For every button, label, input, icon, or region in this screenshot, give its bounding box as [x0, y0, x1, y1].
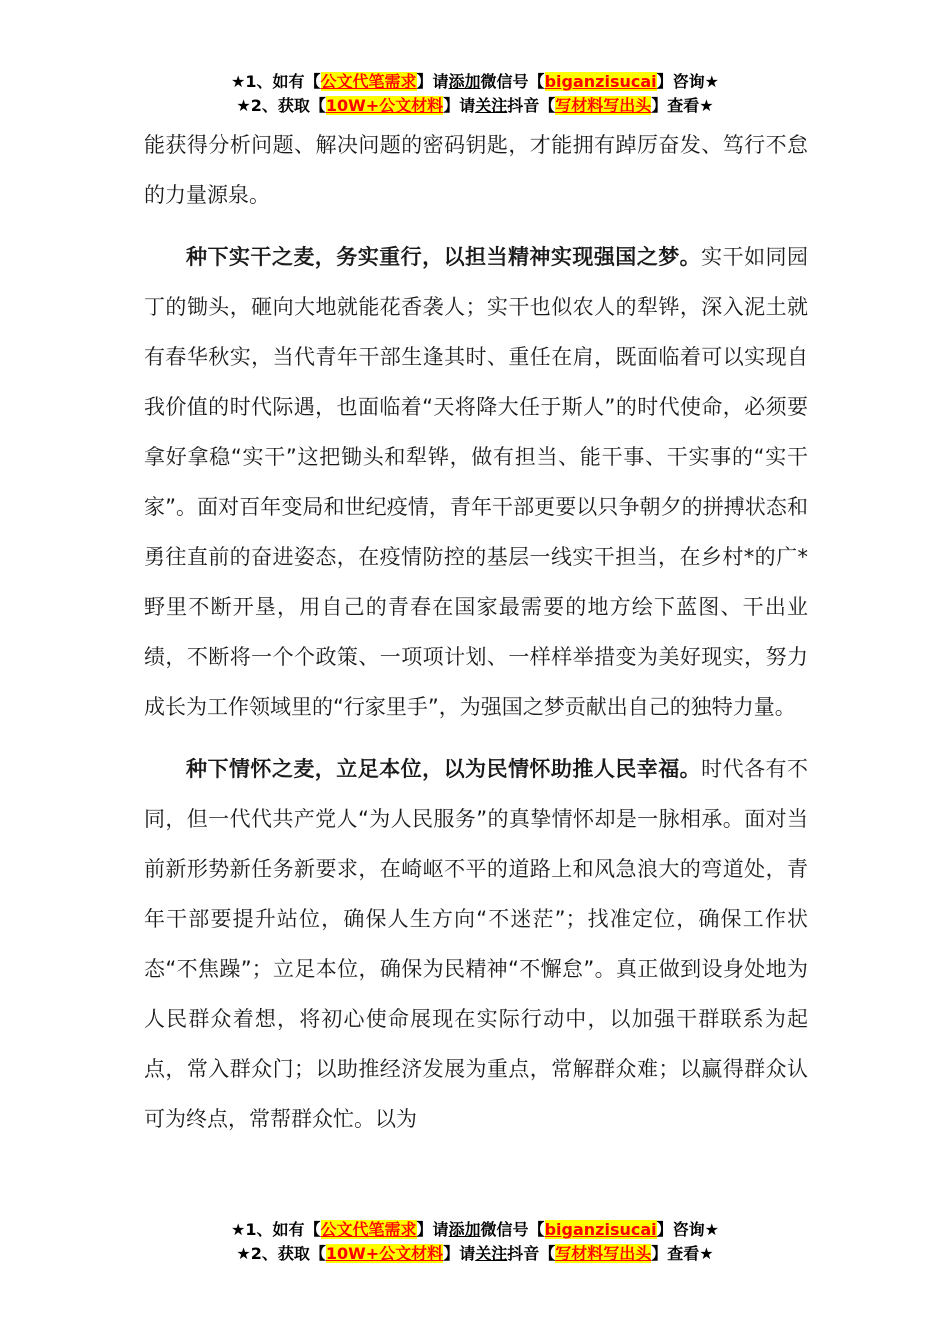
wechat-id-highlight: biganzisucai [544, 1220, 657, 1239]
banner-line-2: ★2、获取【10W+公文材料】请关注抖音【写材料写出头】查看★ [236, 1244, 714, 1263]
wechat-id-highlight: biganzisucai [544, 72, 657, 91]
banner-highlight: 10W+公文材料 [325, 96, 444, 115]
footer-banner [0, 1218, 950, 1266]
banner-line-1: ★1、如有【公文代笔需求】请添加微信号【biganzisucai】咨询★ [231, 72, 719, 91]
header-banner [0, 70, 950, 118]
douyin-name-highlight: 写材料写出头 [555, 96, 652, 115]
banner-highlight: 公文代笔需求 [320, 72, 417, 91]
douyin-name-highlight: 写材料写出头 [555, 1244, 652, 1263]
paragraph-2-body: 实干如同园丁的锄头，砸向大地就能花香袭人；实干也似农人的犁铧，深入泥土就有春华秋实，当代青年干部生逢其时、重任在肩，既面临着可以实现自我价值的时代际遇，也面临着“天将降大任于斯人”的时代使命，必须要拿好拿稳“实干”这把锄头和犁铧，做有担当、能干事、干实事的“实干家”。面对百年变局和世纪疫情，青年干部更要以只争朝夕的拼搏状态和勇往直前的奋进姿态，在疫情防控的基层一线实干担当，在乡村*的广*野里不断开垦，用自己的青春在国家最需要的地方绘下蓝图、干出业绩，不断将一个个政策、一项项计划、一样样举措变为美好现实，努力成长为工作领域里的“行家里手”，为强国之梦贡献出自己的独特力量。 [144, 245, 808, 719]
banner-line-2: ★2、获取【10W+公文材料】请关注抖音【写材料写出头】查看★ [236, 96, 714, 115]
paragraph-3-lead: 种下情怀之麦，立足本位，以为民情怀助推人民幸福。 [186, 757, 702, 781]
banner-highlight: 公文代笔需求 [320, 1220, 417, 1239]
banner-line-1: ★1、如有【公文代笔需求】请添加微信号【biganzisucai】咨询★ [231, 1220, 719, 1239]
paragraph-2 [144, 232, 808, 732]
document-body [144, 120, 808, 1144]
paragraph-3 [144, 744, 808, 1144]
paragraph-3-body: 时代各有不同，但一代代共产党人“为人民服务”的真挚情怀却是一脉相承。面对当前新形势新任务新要求，在崎岖不平的道路上和风急浪大的弯道处，青年干部要提升站位，确保人生方向“不迷茫”；找准定位，确保工作状态“不焦躁”；立足本位，确保为民精神“不懈怠”。真正做到设身处地为人民群众着想，将初心使命展现在实际行动中，以加强干群联系为起点，常入群众门；以助推经济发展为重点，常解群众难；以赢得群众认可为终点，常帮群众忙。以为 [144, 757, 808, 1131]
paragraph-1: 能获得分析问题、解决问题的密码钥匙，才能拥有踔厉奋发、笃行不怠的力量源泉。 [144, 133, 808, 207]
banner-highlight: 10W+公文材料 [325, 1244, 444, 1263]
paragraph-2-lead: 种下实干之麦，务实重行，以担当精神实现强国之梦。 [186, 245, 702, 269]
